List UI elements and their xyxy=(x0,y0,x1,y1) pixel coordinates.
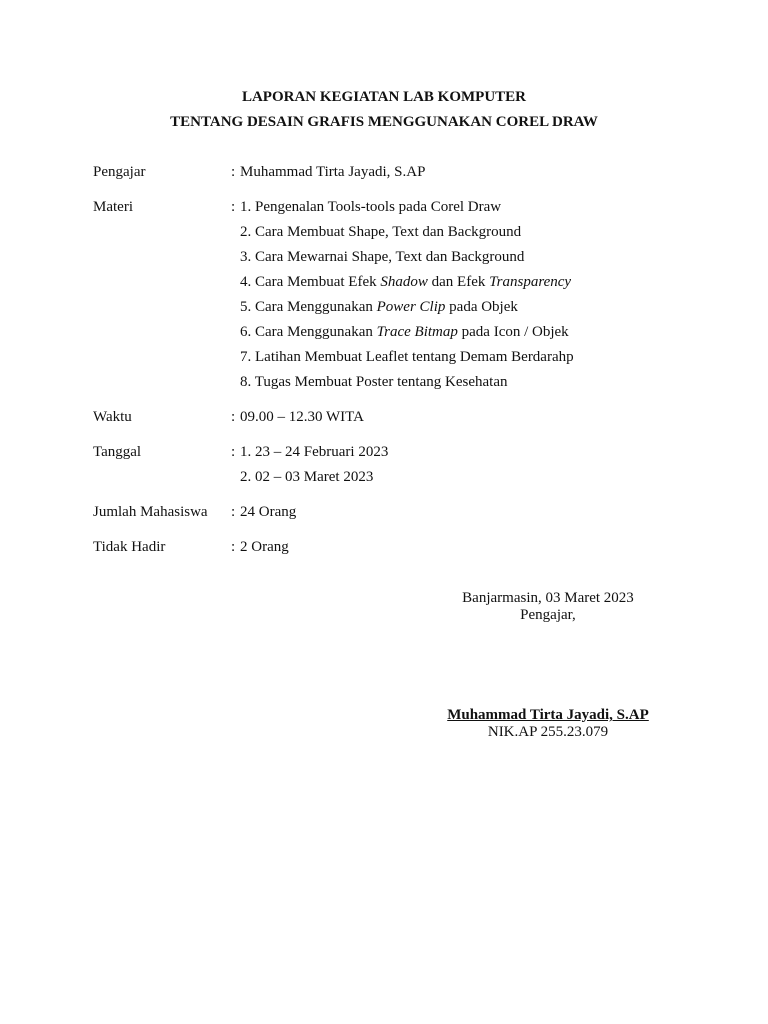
materi-item xyxy=(240,322,569,342)
materi-label: Materi xyxy=(93,199,133,215)
materi-item-number: 2. xyxy=(240,224,252,240)
materi-item xyxy=(240,197,501,217)
tanggal-item xyxy=(240,442,388,462)
waktu-value: 09.00 – 12.30 WITA xyxy=(240,409,364,425)
materi-item-text: Cara Menggunakan xyxy=(255,324,377,340)
tidak-hadir-label: Tidak Hadir xyxy=(93,539,166,555)
report-title-line-2: TENTANG DESAIN GRAFIS MENGGUNAKAN COREL DRAW xyxy=(170,114,598,130)
materi-item-text-mid: pada Icon / Objek xyxy=(457,324,569,340)
materi-item-text: Cara Mewarnai Shape, Text dan Background xyxy=(255,249,525,265)
materi-item-number: 7. xyxy=(240,349,252,365)
materi-item-number: 3. xyxy=(240,249,252,265)
tanggal-colon: : xyxy=(231,444,236,460)
materi-item-text: Cara Membuat Efek xyxy=(255,274,381,290)
tanggal-item-text: 02 – 03 Maret 2023 xyxy=(255,469,374,485)
tanggal-item-number: 2. xyxy=(240,469,252,485)
pengajar-label: Pengajar xyxy=(93,164,146,180)
materi-item xyxy=(240,272,571,292)
materi-item-text: Latihan Membuat Leaflet tentang Demam Berdarahp xyxy=(255,349,574,365)
tidak-hadir-value: 2 Orang xyxy=(240,539,289,555)
tanggal-item-number: 1. xyxy=(240,444,252,460)
materi-colon: : xyxy=(231,199,236,215)
tanggal-label: Tanggal xyxy=(93,444,142,460)
waktu-colon: : xyxy=(231,409,236,425)
pengajar-colon: : xyxy=(231,164,236,180)
materi-item-text-mid: pada Objek xyxy=(445,299,518,315)
tidak-hadir-colon: : xyxy=(231,539,236,555)
materi-item xyxy=(240,347,574,367)
materi-item xyxy=(240,297,518,317)
materi-item-text: Cara Menggunakan xyxy=(255,299,377,315)
materi-item-number: 6. xyxy=(240,324,252,340)
materi-item-emphasis: Shadow xyxy=(380,274,428,290)
jumlah-mahasiswa-value: 24 Orang xyxy=(240,504,297,520)
materi-item xyxy=(240,247,524,267)
materi-item-number: 1. xyxy=(240,199,252,215)
tanggal-item-text: 23 – 24 Februari 2023 xyxy=(255,444,389,460)
tanggal-item xyxy=(240,467,373,487)
materi-item-text: Pengenalan Tools-tools pada Corel Draw xyxy=(255,199,502,215)
report-title-line-1: LAPORAN KEGIATAN LAB KOMPUTER xyxy=(241,89,527,105)
waktu-label: Waktu xyxy=(93,409,132,425)
materi-item xyxy=(240,372,507,392)
materi-item-text-mid: dan Efek xyxy=(427,274,490,290)
materi-item-number: 4. xyxy=(240,274,252,290)
signature-name: Muhammad Tirta Jayadi, S.AP xyxy=(447,707,649,723)
materi-item-emphasis-2: Transparency xyxy=(489,274,572,290)
signature-nik: NIK.AP 255.23.079 xyxy=(487,724,609,740)
signature-role: Pengajar, xyxy=(520,607,576,623)
materi-item-number: 5. xyxy=(240,299,252,315)
materi-item-emphasis: Trace Bitmap xyxy=(376,324,458,340)
jumlah-mahasiswa-label: Jumlah Mahasiswa xyxy=(93,504,208,520)
materi-item xyxy=(240,222,521,242)
materi-item-text: Tugas Membuat Poster tentang Kesehatan xyxy=(254,374,508,390)
materi-item-number: 8. xyxy=(240,374,252,390)
materi-item-emphasis: Power Clip xyxy=(376,299,446,315)
pengajar-value: Muhammad Tirta Jayadi, S.AP xyxy=(240,164,426,180)
materi-item-text: Cara Membuat Shape, Text dan Background xyxy=(255,224,522,240)
signature-place-date: Banjarmasin, 03 Maret 2023 xyxy=(462,590,634,606)
jumlah-mahasiswa-colon: : xyxy=(231,504,236,520)
